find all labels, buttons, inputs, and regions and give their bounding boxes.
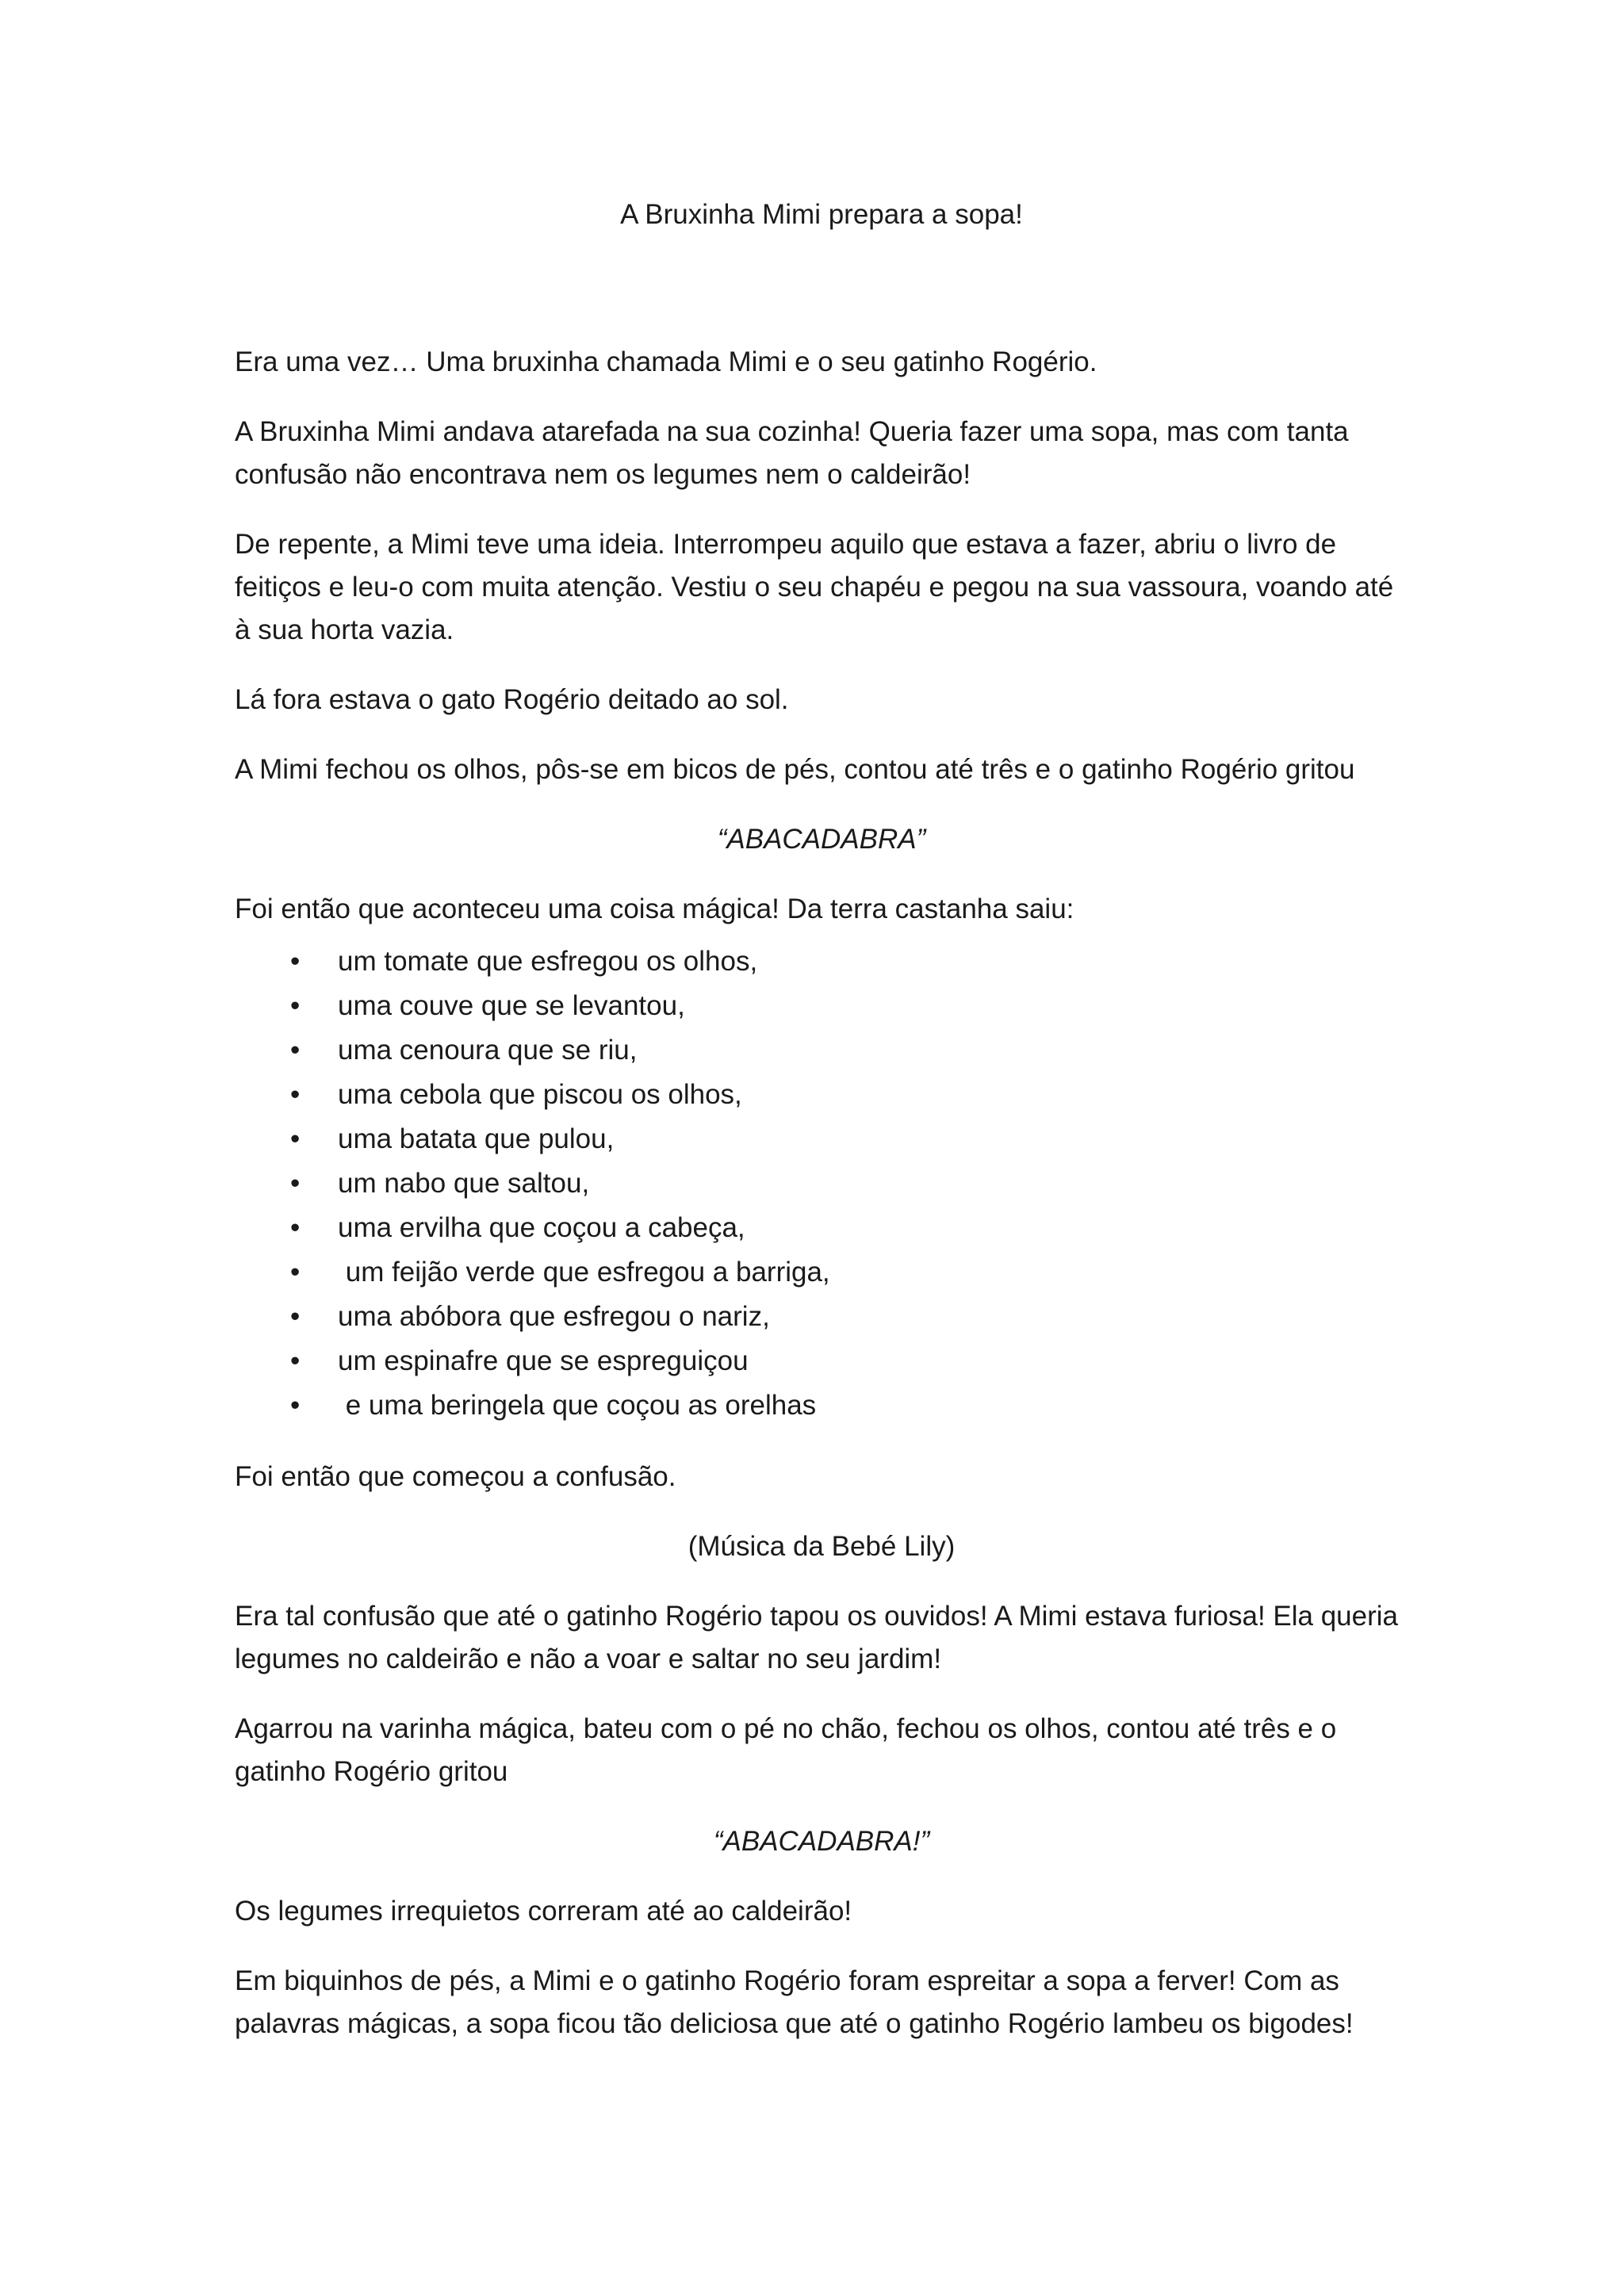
- bullet-icon: •: [290, 1257, 301, 1288]
- paragraph: Era uma vez… Uma bruxinha chamada Mimi e o seu gatinho Rogério.: [235, 346, 1097, 377]
- list-item: [235, 1073, 1408, 1118]
- paragraph: A Bruxinha Mimi andava atarefada na sua cozinha! Queria fazer uma sopa, mas com tanta confusão não encontrava nem os legumes nem o caldeirão!: [235, 416, 1349, 490]
- bullet-icon: •: [290, 1345, 301, 1376]
- bullet-icon: •: [290, 1035, 301, 1066]
- list-item-text: um feijão verde que esfregou a barriga,: [338, 1257, 830, 1288]
- paragraph: Os legumes irrequietos correram até ao caldeirão!: [235, 1896, 852, 1927]
- music-note: (Música da Bebé Lily): [688, 1531, 956, 1562]
- bullet-icon: •: [290, 1079, 301, 1110]
- list-item-text: uma cebola que piscou os olhos,: [338, 1079, 742, 1110]
- list-item: [235, 1029, 1408, 1073]
- paragraph: A Mimi fechou os olhos, pôs-se em bicos de pés, contou até três e o gatinho Rogério gritou: [235, 754, 1355, 785]
- paragraph: Lá fora estava o gato Rogério deitado ao sol.: [235, 684, 789, 715]
- list-item: [235, 1118, 1408, 1162]
- vegetable-list: [235, 931, 1408, 1429]
- list-item-text: um nabo que saltou,: [338, 1168, 590, 1199]
- list-item-text: um tomate que esfregou os olhos,: [338, 946, 758, 977]
- list-item-text: uma batata que pulou,: [338, 1123, 615, 1154]
- list-item: [235, 1162, 1408, 1207]
- list-item: [235, 940, 1408, 985]
- bullet-icon: •: [290, 1123, 301, 1154]
- list-item: [235, 1251, 1408, 1295]
- list-item-text: um espinafre que se espreguiçou: [338, 1345, 749, 1376]
- list-item-text: uma cenoura que se riu,: [338, 1035, 638, 1066]
- bullet-icon: •: [290, 1168, 301, 1199]
- bullet-icon: •: [290, 990, 301, 1021]
- bullet-icon: •: [290, 1390, 301, 1421]
- paragraph: Foi então que começou a confusão.: [235, 1461, 676, 1492]
- bullet-icon: •: [290, 1212, 301, 1243]
- document-body: [235, 193, 1408, 2072]
- list-item-text: uma ervilha que coçou a cabeça,: [338, 1212, 745, 1243]
- list-item: [235, 1295, 1408, 1340]
- list-item: [235, 1207, 1408, 1251]
- list-intro: Foi então que aconteceu uma coisa mágica! Da terra castanha saiu:: [235, 894, 1074, 924]
- list-item-text: e uma beringela que coçou as orelhas: [338, 1390, 817, 1421]
- list-item-text: uma couve que se levantou,: [338, 990, 685, 1021]
- spell-line: “ABACADABRA!”: [713, 1826, 930, 1857]
- bullet-icon: •: [290, 946, 301, 977]
- bullet-icon: •: [290, 1301, 301, 1332]
- list-item: [235, 1340, 1408, 1384]
- paragraph: Em biquinhos de pés, a Mimi e o gatinho Rogério foram espreitar a sopa a ferver! Com as palavras mágicas, a sopa ficou tão deliciosa que até o gatinho Rogério lambeu os bigodes!: [235, 1965, 1354, 2039]
- document-title: A Bruxinha Mimi prepara a sopa!: [620, 199, 1023, 230]
- spell-line: “ABACADABRA”: [717, 824, 926, 855]
- paragraph: De repente, a Mimi teve uma ideia. Interrompeu aquilo que estava a fazer, abriu o livro de feitiços e leu-o com muita atenção. Vestiu o seu chapéu e pegou na sua vassoura, voando até à sua horta vazia.: [235, 529, 1394, 645]
- paragraph: Agarrou na varinha mágica, bateu com o pé no chão, fechou os olhos, contou até três e o gatinho Rogério gritou: [235, 1713, 1337, 1787]
- list-item: [235, 985, 1408, 1029]
- list-item: [235, 1384, 1408, 1429]
- list-item-text: uma abóbora que esfregou o nariz,: [338, 1301, 770, 1332]
- paragraph: Era tal confusão que até o gatinho Rogério tapou os ouvidos! A Mimi estava furiosa! Ela queria legumes no caldeirão e não a voar e saltar no seu jardim!: [235, 1601, 1399, 1674]
